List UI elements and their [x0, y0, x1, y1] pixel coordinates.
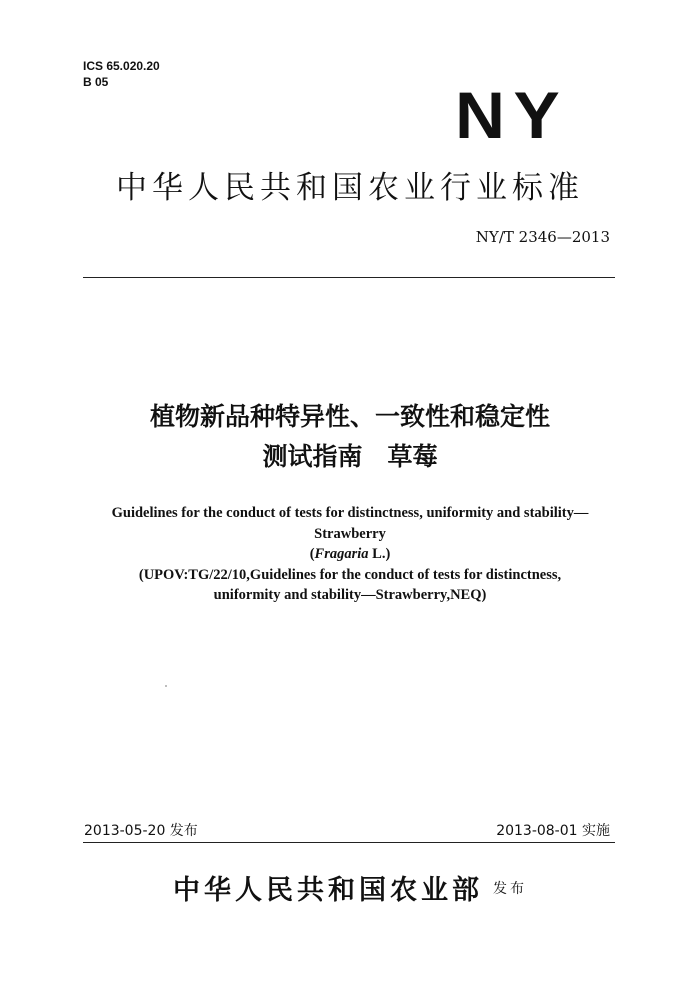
english-title: [60, 503, 640, 606]
bottom-divider: [83, 842, 615, 843]
issue-date: 2013-05-20 发布: [84, 823, 198, 839]
ics-code: ICS 65.020.20: [83, 59, 160, 73]
chinese-title-line1: 植物新品种特异性、一致性和稳定性: [149, 402, 550, 431]
issuer-line: [0, 868, 700, 907]
classification-codes: [83, 58, 160, 90]
top-divider: [83, 277, 615, 278]
latin-author: L.: [368, 546, 386, 562]
latin-name: (Fragaria L.): [309, 546, 391, 562]
english-title-line1: Guidelines for the conduct of tests for distinctness, uniformity and stability—: [111, 505, 589, 521]
ny-logo: NY: [455, 78, 569, 152]
english-title-line4: (UPOV:TG/22/10,Guidelines for the conduct of tests for distinctness,: [138, 566, 562, 583]
latin-genus: Fragaria: [314, 546, 369, 562]
ccs-code: B 05: [83, 75, 109, 89]
scan-speck: [165, 685, 167, 687]
implementation-date: 2013-08-01 实施: [496, 823, 610, 839]
standard-number: NY/T 2346—2013: [475, 228, 610, 246]
issuer-name: 中华人民共和国农业部: [173, 875, 483, 906]
chinese-title: [0, 397, 700, 477]
standard-type-title: 中华人民共和国农业行业标准: [116, 170, 584, 206]
chinese-title-line2: 测试指南 草莓: [262, 442, 438, 471]
issuer-action: 发布: [493, 880, 527, 897]
english-title-line2: Strawberry: [314, 525, 386, 542]
english-title-line5: uniformity and stability—Strawberry,NEQ): [213, 587, 487, 603]
